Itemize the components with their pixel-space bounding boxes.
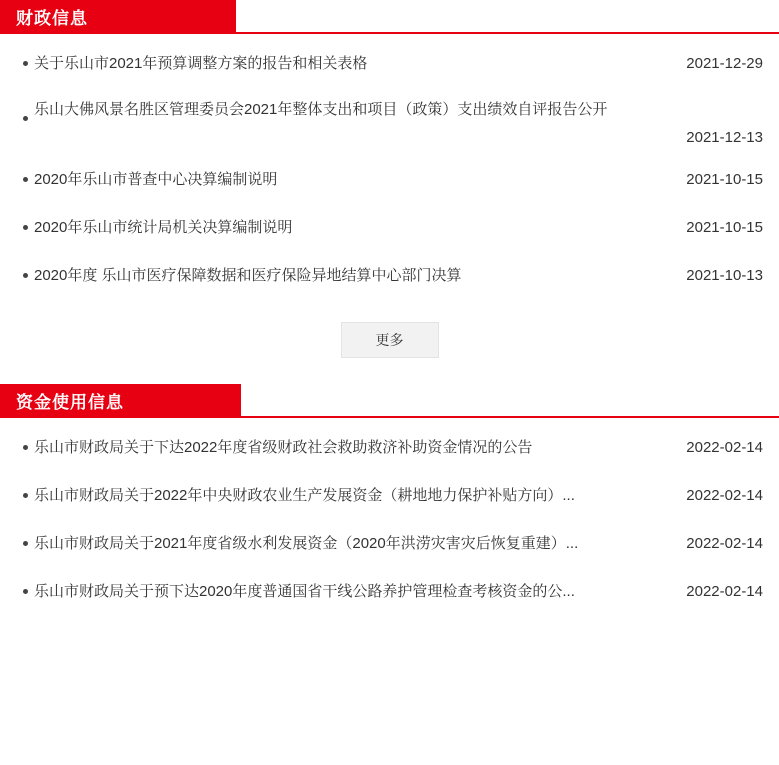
list-item-date: 2022-02-14 — [686, 487, 763, 504]
news-list-financial-info — [0, 34, 779, 300]
bullet-icon — [16, 580, 34, 594]
list-item[interactable] — [16, 568, 763, 616]
list-item-title[interactable]: 关于乐山市2021年预算调整方案的报告和相关表格 — [34, 55, 368, 72]
list-item-title[interactable]: 乐山市财政局关于预下达2020年度普通国省干线公路养护管理检查考核资金的公... — [34, 583, 575, 600]
list-item-title[interactable]: 乐山大佛风景名胜区管理委员会2021年整体支出和项目（政策）支出绩效自评报告公开 — [34, 101, 608, 118]
list-item[interactable] — [16, 40, 763, 88]
section-fund-usage-info — [0, 384, 779, 616]
bullet-icon — [16, 98, 34, 121]
list-item[interactable] — [16, 424, 763, 472]
list-item[interactable] — [16, 252, 763, 300]
list-item[interactable] — [16, 204, 763, 252]
section-header-fund-usage-info — [0, 384, 779, 418]
bullet-icon — [16, 216, 34, 230]
list-item-date: 2021-12-13 — [686, 129, 763, 146]
section-header-financial-info — [0, 0, 779, 34]
bullet-icon — [16, 264, 34, 278]
section-title: 资金使用信息 — [16, 392, 124, 412]
banner-tail-icon — [195, 384, 217, 416]
list-item-date: 2022-02-14 — [686, 583, 763, 600]
list-item-date: 2021-10-15 — [686, 171, 763, 188]
bullet-icon — [16, 532, 34, 546]
list-item-title[interactable]: 乐山市财政局关于2022年中央财政农业生产发展资金（耕地地力保护补贴方向）... — [34, 487, 575, 504]
list-item-title[interactable]: 2020年乐山市普查中心决算编制说明 — [34, 171, 278, 188]
list-item-date: 2021-10-15 — [686, 219, 763, 236]
news-list-fund-usage-info — [0, 418, 779, 616]
list-item-date: 2022-02-14 — [686, 439, 763, 456]
list-item[interactable] — [16, 88, 763, 156]
bullet-icon — [16, 484, 34, 498]
section-title: 财政信息 — [16, 8, 88, 28]
bullet-icon — [16, 52, 34, 66]
list-item-date: 2022-02-14 — [686, 535, 763, 552]
more-button[interactable]: 更多 — [341, 322, 439, 358]
list-item-date: 2021-10-13 — [686, 267, 763, 284]
list-item[interactable] — [16, 520, 763, 568]
list-item[interactable] — [16, 156, 763, 204]
list-item-title[interactable]: 2020年乐山市统计局机关决算编制说明 — [34, 219, 293, 236]
list-item-title[interactable]: 乐山市财政局关于2021年度省级水利发展资金（2020年洪涝灾害灾后恢复重建）... — [34, 535, 579, 552]
bullet-icon — [16, 436, 34, 450]
list-item[interactable] — [16, 472, 763, 520]
list-item-title[interactable]: 乐山市财政局关于下达2022年度省级财政社会救助救济补助资金情况的公告 — [34, 439, 533, 456]
list-item-date: 2021-12-29 — [686, 55, 763, 72]
bullet-icon — [16, 168, 34, 182]
banner-tail-icon — [190, 0, 212, 32]
more-button-container — [0, 300, 779, 384]
list-item-title[interactable]: 2020年度 乐山市医疗保障数据和医疗保险异地结算中心部门决算 — [34, 267, 462, 284]
